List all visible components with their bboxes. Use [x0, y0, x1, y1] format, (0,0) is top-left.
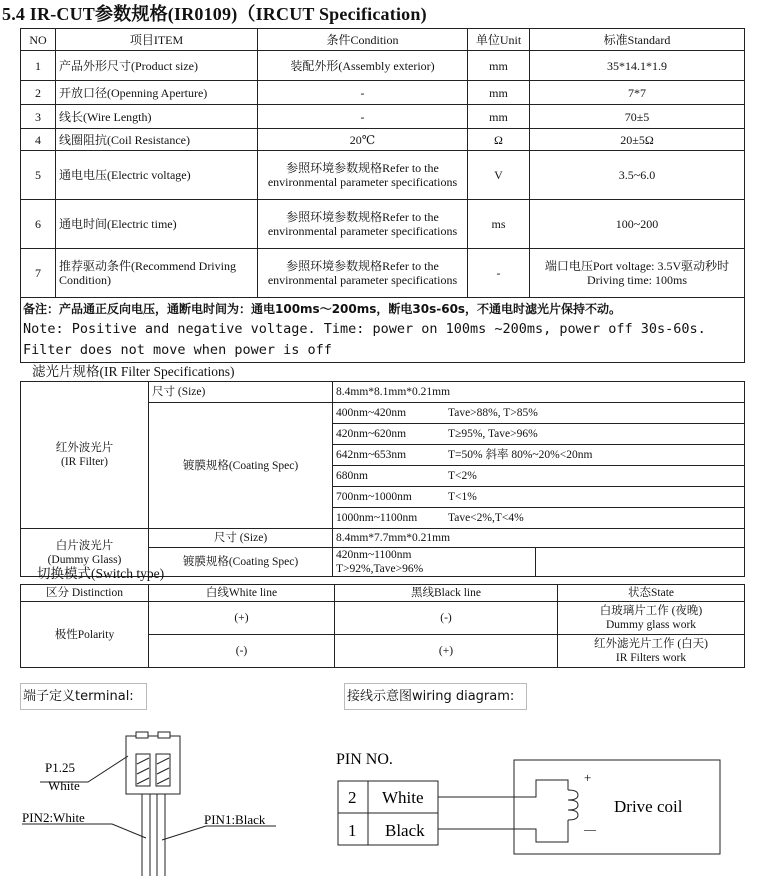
row-unit: V — [468, 151, 530, 200]
header-white-line: 白线White line — [149, 585, 335, 602]
row-item: 线圈阻抗(Coil Resistance) — [56, 129, 258, 151]
dummy-size-label: 尺寸 (Size) — [149, 529, 333, 548]
row-no: 7 — [21, 249, 56, 298]
pin-name: White — [382, 788, 424, 807]
row-no: 6 — [21, 200, 56, 249]
row-no: 3 — [21, 105, 56, 129]
coating-value: T<2% — [448, 470, 477, 482]
row-no: 1 — [21, 51, 56, 81]
row-no: 2 — [21, 81, 56, 105]
row-standard: 100~200 — [530, 200, 745, 249]
terminal-drawing — [0, 720, 330, 896]
row-standard: 3.5~6.0 — [530, 151, 745, 200]
row-no: 4 — [21, 129, 56, 151]
note-row — [21, 298, 745, 363]
drive-coil-label: Drive coil — [614, 797, 683, 816]
header-unit: 单位Unit — [468, 29, 530, 51]
wiring-label: 接线示意图wiring diagram: — [344, 683, 527, 710]
dummy-coating-empty — [536, 548, 745, 577]
note-en-line-1: Note: Positive and negative voltage. Time: power on 100ms ~200ms, power off 30s-60s. — [23, 321, 706, 337]
header-distinction: 区分 Distinction — [21, 585, 149, 602]
switch-section-title: 切换模式(Switch type) — [37, 566, 165, 581]
leader-pin1 — [162, 826, 276, 840]
dummy-size-row — [21, 529, 745, 548]
table-row — [21, 602, 745, 635]
polarity-label: 极性Polarity — [21, 602, 149, 668]
row-condition: 参照环境参数规格Refer to the environmental parameter specifications — [258, 200, 468, 249]
row-condition: - — [258, 105, 468, 129]
white-line-value: (+) — [149, 602, 335, 635]
coating-cell — [333, 508, 745, 529]
table-row — [21, 105, 745, 129]
coating-cell — [333, 403, 745, 424]
table-row — [21, 151, 745, 200]
state-value — [558, 602, 745, 635]
label-pin2: PIN2:White — [22, 810, 85, 825]
dummy-size-value: 8.4mm*7.7mm*0.21mm — [333, 529, 745, 548]
plus-sign: + — [584, 770, 592, 785]
header-condition: 条件Condition — [258, 29, 468, 51]
coating-range: 642nm~653nm — [336, 449, 407, 461]
row-unit: ms — [468, 200, 530, 249]
header-black-line: 黑线Black line — [335, 585, 558, 602]
note-en-line-2: Filter does not move when power is off — [23, 342, 332, 358]
label-white: White — [48, 778, 80, 793]
dummy-glass-label-cn: 白片波光片 — [55, 539, 114, 552]
state-cn: 红外滤光片工作 (白天) — [593, 638, 709, 650]
coating-cell — [333, 424, 745, 445]
row-condition: - — [258, 81, 468, 105]
switch-header-row — [21, 585, 745, 602]
row-standard: 端口电压Port voltage: 3.5V驱动秒时Driving time: 100ms — [530, 249, 745, 298]
note-cn: 备注：产品通正反向电压，通断电时间为：通电100ms～200ms，断电30s-60s，不通电时滤光片保持不动。 — [23, 302, 622, 316]
connector-housing — [126, 736, 180, 794]
row-unit: Ω — [468, 129, 530, 151]
dummy-coating-range — [333, 548, 536, 577]
black-line-value: (+) — [335, 635, 558, 668]
label-pin1: PIN1:Black — [204, 812, 266, 827]
row-item: 线长(Wire Length) — [56, 105, 258, 129]
table-row — [21, 200, 745, 249]
table-row — [21, 81, 745, 105]
row-unit: mm — [468, 81, 530, 105]
coating-cell — [333, 445, 745, 466]
minus-sign: — — [584, 822, 596, 836]
row-unit: mm — [468, 51, 530, 81]
black-line-value: (-) — [335, 602, 558, 635]
pin-num: 1 — [348, 821, 357, 840]
header-item: 项目ITEM — [56, 29, 258, 51]
coating-value: T<1% — [448, 491, 477, 503]
wiring-diagram — [330, 740, 730, 864]
spec-header-row — [21, 29, 745, 51]
coil-icon — [568, 790, 578, 820]
label-p125: P1.25 — [45, 760, 75, 775]
row-item: 通电时间(Electric time) — [56, 200, 258, 249]
coating-value: T=50% 斜率 80%~20%<20nm — [448, 449, 593, 461]
row-item: 开放口径(Openning Aperture) — [56, 81, 258, 105]
ir-filter-label-en: (IR Filter) — [61, 456, 108, 468]
coating-range: 420nm~1100nm — [336, 549, 412, 561]
leader-pin2 — [22, 824, 146, 838]
coating-range: 680nm — [336, 470, 368, 482]
connector-latch-left — [136, 732, 148, 738]
row-standard: 35*14.1*1.9 — [530, 51, 745, 81]
filter-section-title: 滤光片规格(IR Filter Specifications) — [32, 364, 235, 379]
coating-range: 1000nm~1100nm — [336, 512, 418, 524]
coating-value: Tave>88%, T>85% — [448, 407, 538, 419]
white-line-value: (-) — [149, 635, 335, 668]
dummy-glass-label-en: (Dummy Glass) — [47, 553, 122, 566]
coating-cell — [333, 487, 745, 508]
row-condition: 参照环境参数规格Refer to the environmental parameter specifications — [258, 249, 468, 298]
wire-black-path — [438, 820, 568, 842]
pin-name: Black — [385, 821, 425, 840]
contact-left-icon — [137, 758, 149, 784]
coating-range: 400nm~420nm — [336, 407, 407, 419]
row-condition: 20℃ — [258, 129, 468, 151]
coating-cell — [333, 466, 745, 487]
header-standard: 标准Standard — [530, 29, 745, 51]
ir-size-label: 尺寸 (Size) — [149, 382, 333, 403]
coating-value: T>92%,Tave>96% — [336, 563, 424, 575]
row-standard: 7*7 — [530, 81, 745, 105]
row-unit: mm — [468, 105, 530, 129]
header-state: 状态State — [558, 585, 745, 602]
pin-num: 2 — [348, 788, 357, 807]
row-standard: 20±5Ω — [530, 129, 745, 151]
state-en: IR Filters work — [615, 652, 687, 664]
coating-range: 420nm~620nm — [336, 428, 407, 440]
ir-filter-label-cn: 红外波光片 — [55, 442, 114, 454]
row-no: 5 — [21, 151, 56, 200]
table-row — [21, 51, 745, 81]
terminal-label: 端子定义terminal: — [20, 683, 147, 710]
row-item: 产品外形尺寸(Product size) — [56, 51, 258, 81]
state-en: Dummy glass work — [605, 619, 697, 631]
page-title: 5.4 IR-CUT参数规格(IR0109)（IRCUT Specification) — [2, 4, 427, 24]
state-value — [558, 635, 745, 668]
pin-no-label: PIN NO. — [336, 751, 393, 768]
row-item: 通电电压(Electric voltage) — [56, 151, 258, 200]
wire-white-path — [438, 780, 568, 797]
dummy-coating-label: 镀膜规格(Coating Spec) — [149, 548, 333, 577]
row-unit: - — [468, 249, 530, 298]
coating-value: T≥95%, Tave>96% — [448, 428, 538, 440]
state-cn: 白玻璃片工作 (夜晚) — [599, 605, 703, 617]
ir-size-row — [21, 382, 745, 403]
row-condition: 装配外形(Assembly exterior) — [258, 51, 468, 81]
ir-coating-label: 镀膜规格(Coating Spec) — [149, 403, 333, 529]
row-condition: 参照环境参数规格Refer to the environmental parameter specifications — [258, 151, 468, 200]
ir-filter-label — [21, 382, 149, 529]
filter-table — [20, 381, 745, 577]
row-item: 推荐驱动条件(Recommend Driving Condition) — [56, 249, 258, 298]
coating-range: 700nm~1000nm — [336, 491, 412, 503]
table-row — [21, 129, 745, 151]
header-no: NO — [21, 29, 56, 51]
table-row — [21, 249, 745, 298]
spec-table — [20, 28, 745, 363]
connector-latch-right — [158, 732, 170, 738]
row-standard: 70±5 — [530, 105, 745, 129]
coating-value: Tave<2%,T<4% — [448, 512, 524, 524]
contact-right-icon — [157, 758, 169, 784]
switch-table — [20, 584, 745, 668]
ir-size-value: 8.4mm*8.1mm*0.21mm — [333, 382, 745, 403]
